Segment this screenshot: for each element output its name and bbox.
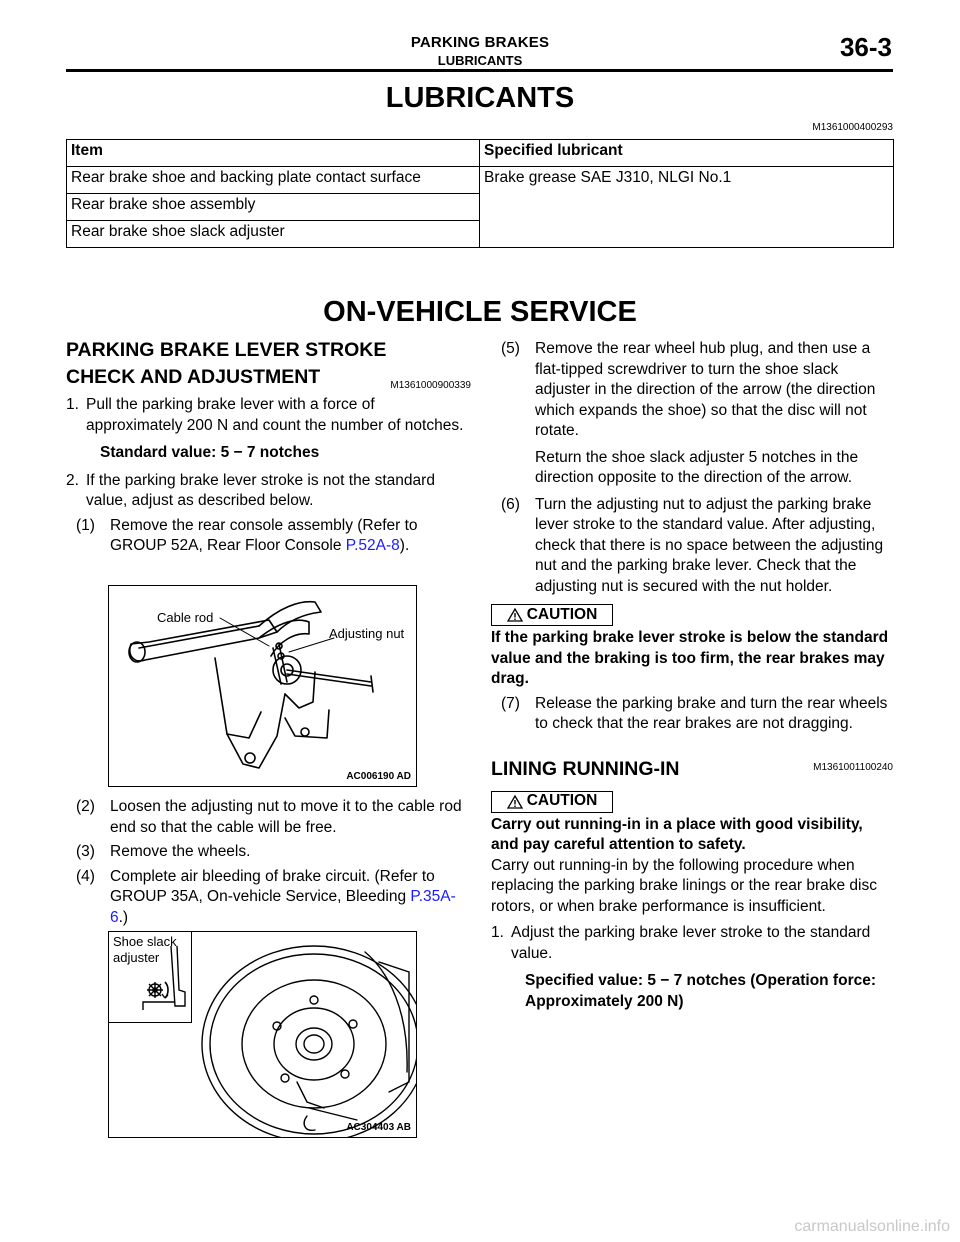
step-text: Pull the parking brake lever with a force of approximately 200 N and count the number of notches. [86, 396, 464, 434]
label-adjusting-nut: Adjusting nut [329, 626, 405, 641]
caution-box [491, 791, 613, 813]
stroke-code: M1361000900339 [390, 380, 471, 391]
caution-label: CAUTION [526, 792, 598, 810]
table-header-row [67, 140, 894, 167]
stroke-title-row [66, 364, 471, 391]
lining-step-1 [491, 923, 893, 964]
figure-code: AC304403 AB [346, 1122, 411, 1133]
label-cable-rod: Cable rod [157, 610, 214, 625]
substep-number: (1) [76, 516, 95, 534]
table-row [67, 167, 894, 194]
step-text: Adjust the parking brake lever stroke to the standard value. [511, 924, 871, 962]
substep-number: (2) [76, 798, 95, 815]
table-cell-item: Rear brake shoe assembly [67, 194, 480, 221]
substep-6 [491, 495, 893, 598]
header-subsection: LUBRICANTS [437, 53, 523, 68]
onvehicle-title: ON-VEHICLE SERVICE [323, 296, 637, 328]
figure-parking-brake-lever [108, 585, 417, 787]
warning-icon [507, 608, 523, 622]
substep-1 [66, 516, 471, 557]
substep-number: (3) [76, 843, 95, 860]
substep-7 [491, 694, 893, 735]
substep-text: Loosen the adjusting nut to move it to the cable rod end so that the cable will be free. [110, 798, 462, 836]
caution-box [491, 604, 613, 626]
substep-5 [491, 339, 893, 442]
substep-text-end: .) [118, 908, 129, 926]
label-line: Shoe slack [113, 934, 177, 949]
header-section: PARKING BRAKES [410, 34, 550, 51]
step-number: 2. [66, 471, 79, 489]
substep-text: Release the parking brake and turn the rear wheels to check that the rear brakes are not dragging. [535, 694, 888, 732]
substep-text: Remove the rear console assembly (Refer to GROUP 52A, Rear Floor Console [110, 516, 418, 554]
header-rule [66, 69, 893, 72]
slack-adjuster-icon [109, 932, 191, 1022]
substep-number: (5) [501, 340, 520, 357]
substep-text-end: ). [399, 537, 410, 554]
left-column-continued [66, 797, 471, 928]
lining-title: LINING RUNNING-IN [491, 757, 680, 780]
substep-number: (6) [501, 495, 520, 513]
table-cell-lubricant: Brake grease SAE J310, NLGI No.1 [480, 167, 894, 248]
substep-number: (4) [76, 867, 95, 885]
inset-slack-adjuster [109, 932, 192, 1023]
caution-text: If the parking brake lever stroke is below the standard value and the braking is too firm, the rear brakes may drag. [491, 629, 889, 687]
left-column [66, 337, 471, 557]
lining-title-row [491, 756, 893, 783]
step-number: 1. [491, 924, 504, 941]
step-text: If the parking brake lever stroke is not the standard value, adjust as described below. [86, 471, 435, 509]
table-cell-item: Rear brake shoe slack adjuster [67, 221, 480, 248]
reference-link[interactable]: P.35A-6 [110, 888, 456, 926]
stroke-title-line2: CHECK AND ADJUSTMENT [66, 366, 321, 388]
substep-3 [66, 842, 471, 863]
lining-caution-text: Carry out running-in in a place with good visibility, and pay careful attention to safety. [491, 815, 863, 853]
right-column [491, 339, 893, 1012]
substep-2 [66, 797, 471, 838]
substep-number: (7) [501, 694, 520, 712]
stroke-body [66, 395, 471, 557]
lubricants-code: M1361000400293 [812, 122, 893, 133]
figure-rear-brake-disc [108, 931, 417, 1138]
substep-5-note: Return the shoe slack adjuster 5 notches in the direction opposite to the direction of the arrow. [535, 448, 859, 486]
page-number: 36-3 [839, 32, 892, 62]
watermark: carmanualsonline.info [794, 1218, 950, 1235]
lining-intro: Carry out running-in by the following procedure when replacing the parking brake linings or the rear brake disc rotors, or when brake performance is insufficient. [491, 856, 877, 915]
substep-text: Remove the wheels. [110, 843, 251, 860]
substep-4 [66, 867, 471, 929]
lining-spec: Specified value: 5 − 7 notches (Operation force: Approximately 200 N) [525, 972, 876, 1010]
warning-icon [507, 795, 523, 809]
step-2 [66, 471, 471, 512]
table-cell-item: Rear brake shoe and backing plate contact surface [67, 167, 480, 194]
lubricants-table [66, 139, 894, 248]
substep-text: Complete air bleeding of brake circuit. (Refer to GROUP 35A, On-vehicle Service, Bleeding [110, 867, 435, 905]
label-line: adjuster [113, 950, 160, 965]
figure-code: AC006190 AD [346, 771, 411, 782]
table-header-item: Item [67, 140, 480, 167]
substep-text: Remove the rear wheel hub plug, and then use a flat-tipped screwdriver to turn the shoe slack adjuster in the direction of the arrow (the direction which expands the shoe) so that the disc will not rotate. [535, 340, 876, 439]
step-number: 1. [66, 396, 79, 413]
caution-label: CAUTION [526, 605, 598, 623]
step-1 [66, 395, 471, 436]
lever-illustration [109, 586, 416, 786]
reference-link[interactable]: P.52A-8 [345, 537, 400, 554]
lubricants-title: LUBRICANTS [385, 82, 575, 114]
table-header-lubricant: Specified lubricant [480, 140, 894, 167]
standard-value: Standard value: 5 − 7 notches [100, 444, 320, 461]
stroke-title-line1: PARKING BRAKE LEVER STROKE [66, 339, 387, 361]
substep-text: Turn the adjusting nut to adjust the parking brake lever stroke to the standard value. After adjusting, check that there is no space between the adjusting nut and the parking brake lever. Check that the adjusting nut is secured with the nut holder. [535, 495, 884, 595]
lining-code: M1361001100240 [813, 762, 893, 773]
